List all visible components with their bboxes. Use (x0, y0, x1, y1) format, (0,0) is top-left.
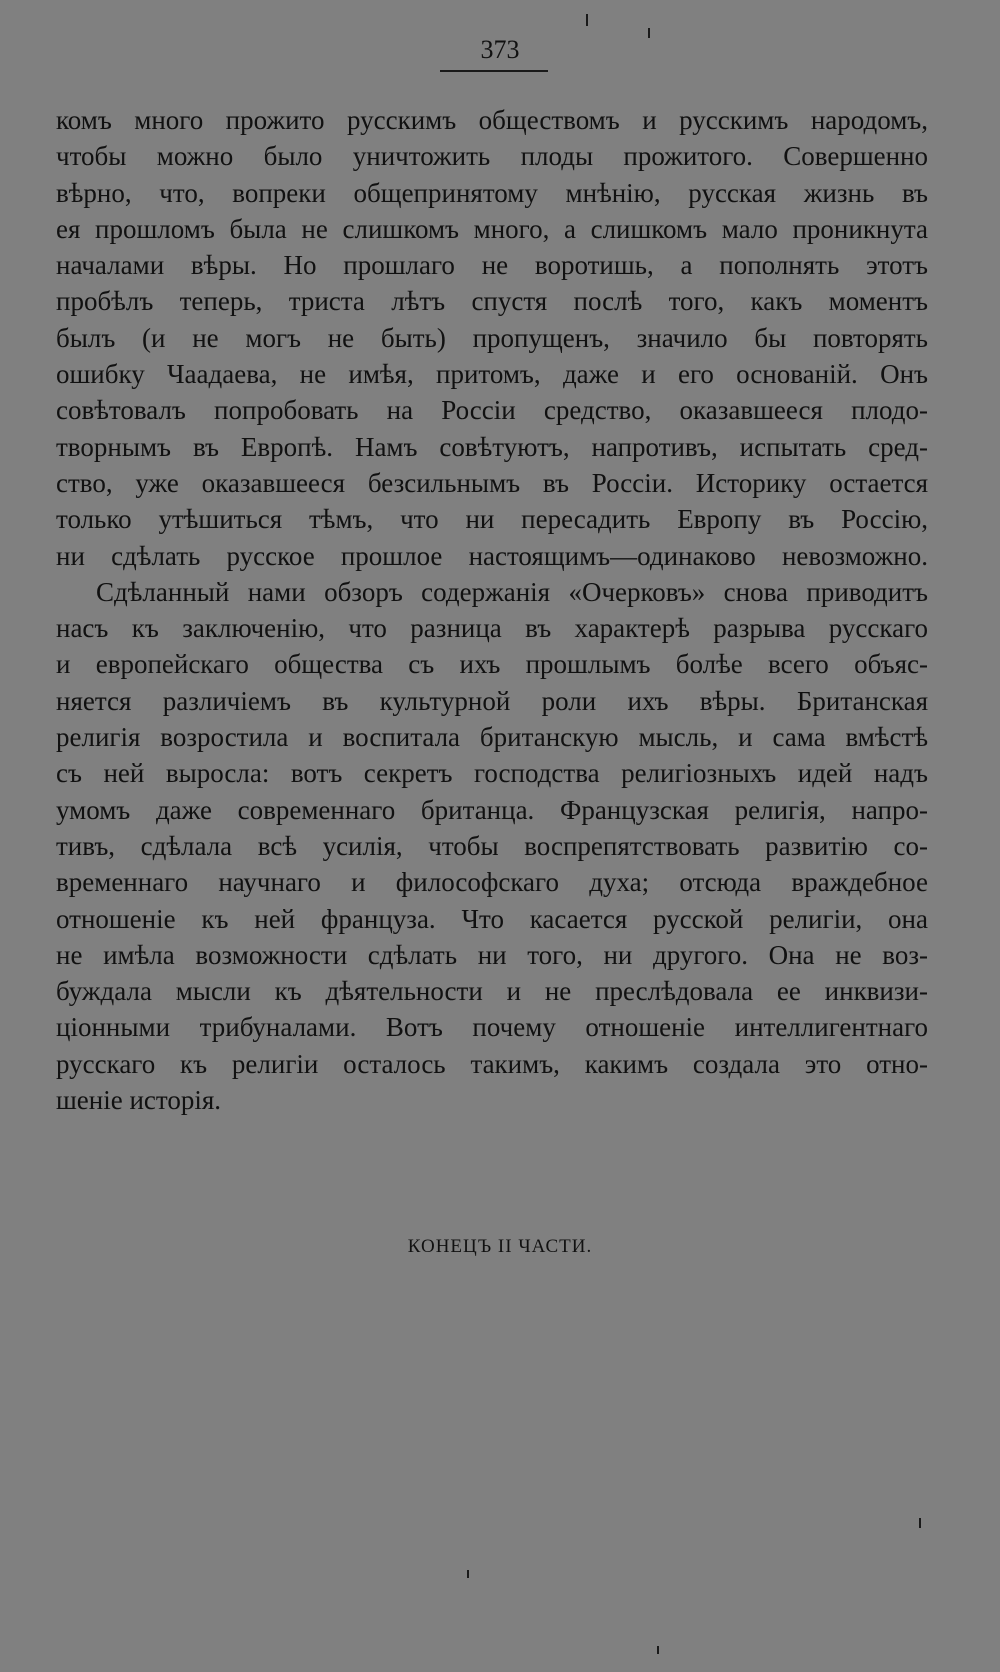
text-line: съ ней выросла: вотъ секретъ господства религіозныхъ идей надъ (56, 758, 928, 789)
scan-speck (657, 1646, 659, 1654)
text-line: русскаго къ религіи осталось такимъ, какимъ создала это отно- (56, 1048, 928, 1079)
text-line: не имѣла возможности сдѣлать ни того, ни другого. Она не воз- (56, 939, 928, 970)
text-line: чтобы можно было уничтожить плоды прожитого. Совершенно (56, 141, 928, 172)
part-end-note: КОНЕЦЪ II ЧАСТИ. (407, 1236, 593, 1257)
text-line: временнаго научнаго и философскаго духа; отсюда враждебное (56, 867, 928, 898)
text-line: началами вѣры. Но прошлаго не воротишь, а пополнять этотъ (56, 250, 928, 281)
paragraph (56, 574, 928, 1118)
text-line: шеніе исторія. (56, 1085, 222, 1116)
text-line: буждала мысли къ дѣятельности и не преслѣдовала ее инквизи- (56, 976, 928, 1007)
text-line: совѣтовалъ попробовать на Россіи средство, оказавшееся плодо- (56, 395, 928, 426)
page-number: 373 (480, 35, 520, 64)
text-line: ціонными трибуналами. Вотъ почему отношеніе интеллигентнаго (56, 1012, 928, 1043)
text-line: отношеніе къ ней француза. Что касается русской религіи, она (56, 903, 928, 934)
page-number-rule (440, 70, 548, 72)
paragraph (56, 102, 928, 574)
text-line: пробѣлъ теперь, триста лѣтъ спустя послѣ того, какъ моментъ (56, 286, 928, 317)
text-line: насъ къ заключенію, что разница въ характерѣ разрыва русскаго (56, 613, 928, 644)
text-line: Сдѣланный нами обзоръ содержанія «Очерковъ» снова приводитъ (96, 576, 928, 607)
text-line: ошибку Чаадаева, не имѣя, притомъ, даже и его основаній. Онъ (56, 359, 928, 390)
text-line: религія возростила и воспитала британскую мысль, и сама вмѣстѣ (56, 722, 928, 753)
text-line: ея прошломъ была не слишкомъ много, а слишкомъ мало проникнута (56, 213, 928, 244)
text-line: вѣрно, что, вопреки общепринятому мнѣнію, русская жизнь въ (56, 177, 928, 208)
text-line: творнымъ въ Европѣ. Намъ совѣтуютъ, напротивъ, испытать сред- (56, 431, 928, 462)
scan-speck (467, 1570, 469, 1578)
text-line: комъ много прожито русскимъ обществомъ и русскимъ народомъ, (56, 105, 928, 135)
text-line: умомъ даже современнаго британца. Французская религія, напро- (56, 794, 928, 825)
text-line: только утѣшиться тѣмъ, что ни пересадить Европу въ Россію, (56, 504, 928, 535)
text-line: ство, уже оказавшееся безсильнымъ въ Россіи. Историку остается (56, 467, 928, 498)
text-line: и европейскаго общества съ ихъ прошлымъ болѣе всего объяс- (56, 649, 928, 680)
text-line: ни сдѣлать русское прошлое настоящимъ—одинаково невозможно. (56, 540, 928, 571)
scan-speck (919, 1518, 921, 1528)
text-line: былъ (и не могъ не быть) пропущенъ, значило бы повторять (56, 322, 928, 353)
text-line: тивъ, сдѣлала всѣ усилія, чтобы воспрепятствовать развитію со- (56, 830, 928, 861)
text-line: няется различіемъ въ культурной роли ихъ вѣры. Британская (56, 685, 928, 716)
scan-speck (648, 28, 650, 38)
scan-speck (586, 14, 588, 26)
body-text (56, 102, 928, 1118)
